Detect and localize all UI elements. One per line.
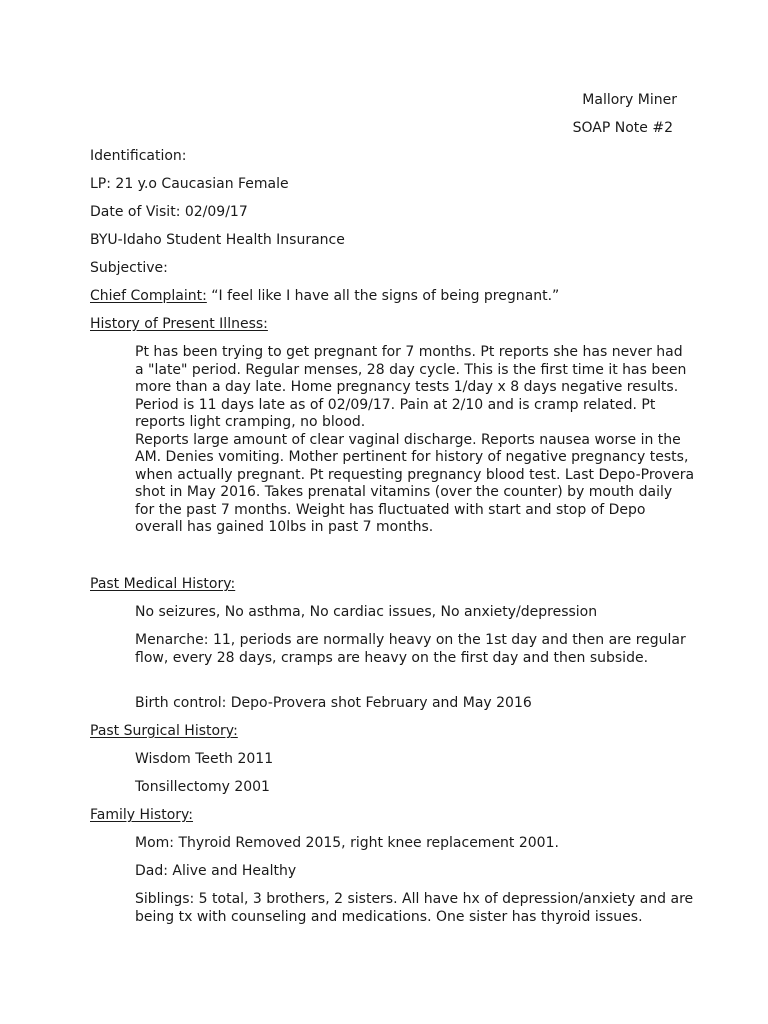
- chief-complaint-text: “I feel like I have all the signs of being pregnant.”: [206, 288, 560, 304]
- chief-complaint-label: Chief Complaint:: [90, 288, 207, 304]
- psh-item-2: Tonsillectomy 2001: [135, 779, 270, 795]
- patient-info: LP: 21 y.o Caucasian Female: [90, 176, 289, 192]
- hpi-paragraph-1: Pt has been trying to get pregnant for 7 months. Pt reports she has never had a "late" period. Regular menses, 28 day cycle. This is the first time it has been more than a day late. Home pregnancy tests 1/day x 8 days negative results. Period is 11 days late as of 02/09/17. Pain at 2/10 and is cramp related. Pt reports light cramping, no blood.: [135, 344, 687, 430]
- note-title: SOAP Note #2: [572, 120, 673, 136]
- psh-item-1: Wisdom Teeth 2011: [135, 751, 274, 767]
- pmh-item-1: No seizures, No asthma, No cardiac issues, No anxiety/depression: [135, 604, 598, 620]
- pmh-item-3: Birth control: Depo-Provera shot February and May 2016: [135, 695, 532, 711]
- hpi-label: History of Present Illness:: [90, 316, 268, 332]
- pmh-item-2: Menarche: 11, periods are normally heavy on the 1st day and then are regular flow, every 28 days, cramps are heavy on the first day and then subside.: [135, 632, 686, 666]
- visit-date: Date of Visit: 02/09/17: [90, 204, 248, 220]
- hpi-block: [135, 344, 695, 537]
- pmh-label: Past Medical History:: [90, 576, 236, 592]
- chief-complaint: [90, 288, 559, 306]
- hpi-paragraph-2: Reports large amount of clear vaginal discharge. Reports nausea worse in the AM. Denies vomiting. Mother pertinent for history of negative pregnancy tests, when actually pregnant. Pt requesting pregnancy blood test. Last Depo-Provera shot in May 2016. Takes prenatal vitamins (over the counter) by mouth daily for the past 7 months. Weight has fluctuated with start and stop of Depo overall has gained 10lbs in past 7 months.: [135, 431, 695, 535]
- family-siblings: Siblings: 5 total, 3 brothers, 2 sisters. All have hx of depression/anxiety and are being tx with counseling and medications. One sister has thyroid issues.: [135, 891, 694, 925]
- family-dad: Dad: Alive and Healthy: [135, 863, 297, 879]
- subjective-heading: Subjective:: [90, 260, 168, 276]
- psh-label: Past Surgical History:: [90, 723, 238, 739]
- family-history-label: Family History:: [90, 807, 194, 823]
- family-mom: Mom: Thyroid Removed 2015, right knee replacement 2001.: [135, 835, 559, 851]
- insurance: BYU-Idaho Student Health Insurance: [90, 232, 345, 248]
- identification-heading: Identification:: [90, 148, 187, 164]
- author-name: Mallory Miner: [582, 92, 677, 108]
